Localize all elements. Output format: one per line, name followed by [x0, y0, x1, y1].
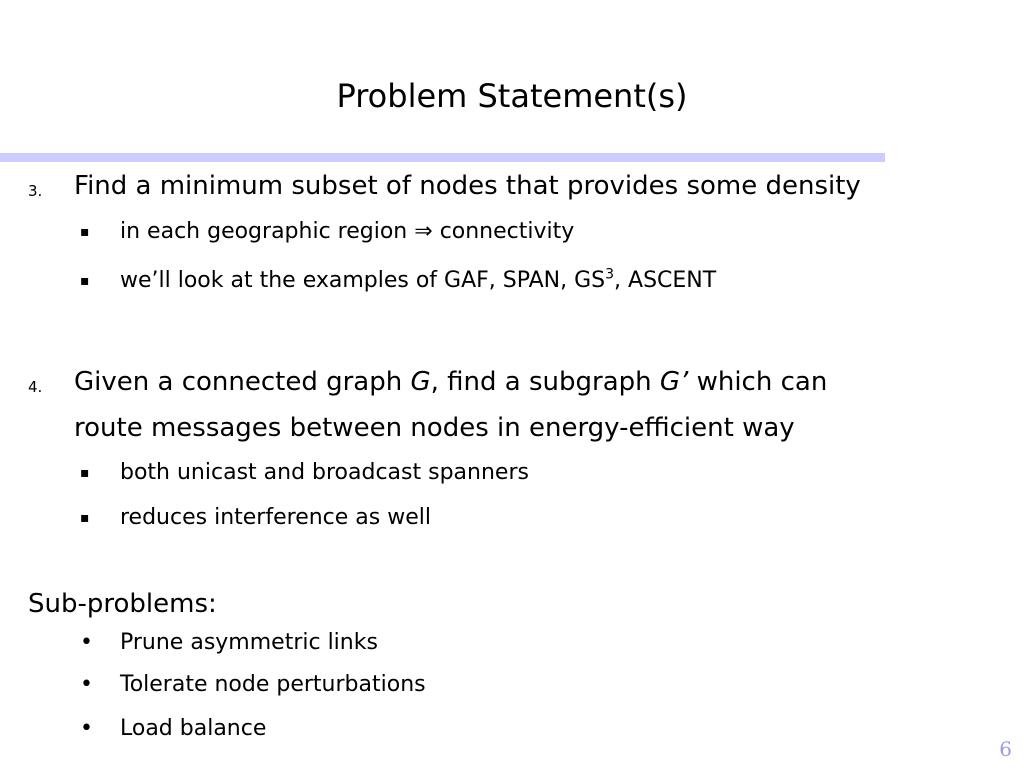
- item-4-sub-1-text: both unicast and broadcast spanners: [120, 460, 529, 485]
- subproblem-item: [80, 714, 980, 744]
- subproblem-item: [80, 670, 980, 700]
- subproblem-item: [80, 628, 980, 658]
- graph-g: G: [410, 367, 431, 397]
- item-3-sub-1-after: connectivity: [439, 219, 575, 244]
- item-4-line-1-part-2: , find a subgraph: [430, 367, 652, 397]
- square-bullet-icon: ▪: [80, 273, 90, 289]
- subproblem-text: Load balance: [120, 716, 267, 741]
- subproblem-text: Prune asymmetric links: [120, 630, 378, 655]
- square-bullet-icon: ▪: [80, 224, 90, 240]
- dot-bullet-icon: •: [80, 716, 93, 741]
- dot-bullet-icon: •: [80, 672, 93, 697]
- dot-bullet-icon: •: [80, 630, 93, 655]
- item-3-marker: 3.: [28, 182, 43, 200]
- page-number: 6: [999, 737, 1012, 761]
- item-4-line-1-part-3: which can: [696, 367, 828, 397]
- item-3-sub-1-text: [120, 217, 574, 247]
- item-4-sub-2: [80, 503, 980, 533]
- item-3-sub-2: [80, 266, 980, 296]
- subproblem-text: Tolerate node perturbations: [120, 672, 426, 697]
- item-4-line-1-part-1: Given a connected graph: [74, 367, 403, 397]
- subproblems-heading: Sub-problems:: [28, 589, 217, 619]
- item-3-sub-1: [80, 217, 980, 247]
- title-underline-bar: [0, 153, 885, 162]
- item-4-sub-2-text: reduces interference as well: [120, 505, 431, 530]
- square-bullet-icon: ▪: [80, 510, 90, 526]
- item-4-line-1: [74, 359, 827, 405]
- item-4-marker: 4.: [28, 378, 43, 396]
- item-3-sub-1-before: in each geographic region: [120, 219, 408, 244]
- implies-arrow-icon: ⇒: [414, 219, 433, 244]
- item-3-sub-2-text: [120, 266, 716, 296]
- graph-g-prime: G’: [659, 367, 689, 397]
- item-4-line-2: route messages between nodes in energy-efficient way: [74, 413, 795, 443]
- item-4-sub-1: [80, 458, 980, 488]
- item-3-sub-2-after: , ASCENT: [614, 268, 717, 293]
- slide-title: Problem Statement(s): [336, 77, 688, 115]
- item-3-sub-2-before: we’ll look at the examples of GAF, SPAN, GS: [120, 268, 606, 293]
- item-3-text: Find a minimum subset of nodes that provides some density: [74, 171, 861, 201]
- superscript-3: 3: [605, 266, 615, 283]
- square-bullet-icon: ▪: [80, 465, 90, 481]
